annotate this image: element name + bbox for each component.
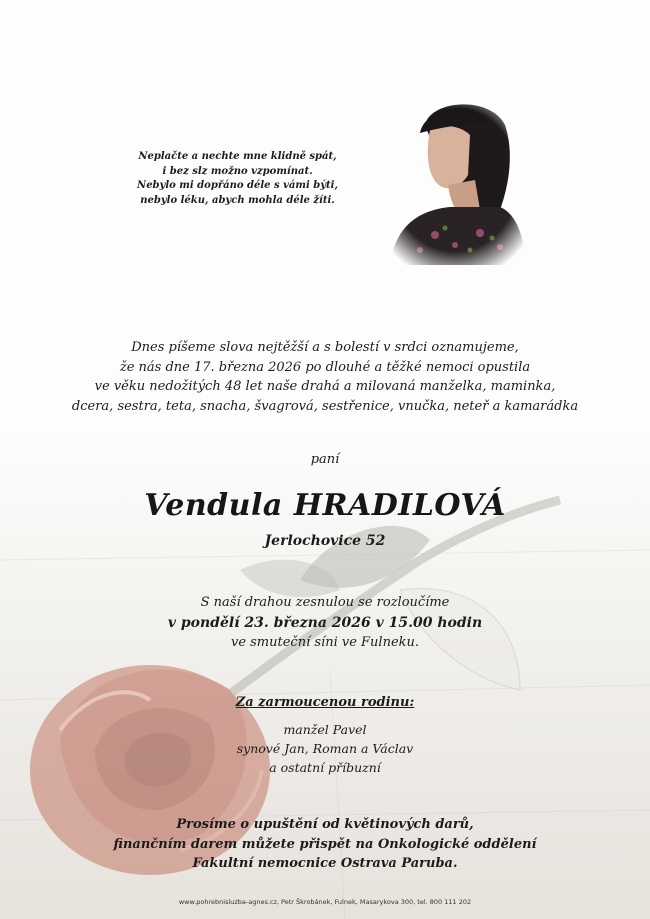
death-announcement bbox=[0, 338, 650, 416]
request-line: Prosíme o upuštění od květinových darů, bbox=[176, 817, 474, 832]
memorial-verse bbox=[120, 150, 355, 208]
verse-line: Nebylo mi dopřáno déle s vámi býti, bbox=[137, 180, 338, 191]
funeral-service-footer: www.pohrebnisluzba-agnes.cz, Petr Škrobánek, Fulnek, Masarykova 300, tel. 800 111 202 bbox=[178, 898, 472, 906]
deceased-portrait-photo bbox=[380, 95, 530, 265]
family-heading: Za zarmoucenou rodinu: bbox=[235, 695, 415, 710]
farewell-line: S naší drahou zesnulou se rozloučíme bbox=[200, 595, 450, 610]
family-member: a ostatní příbuzní bbox=[269, 760, 381, 775]
family-members bbox=[0, 720, 650, 777]
request-line: finančním darem můžete přispět na Onkologické oddělení bbox=[113, 836, 537, 852]
family-member: manžel Pavel bbox=[283, 722, 367, 737]
announcement-line: Dnes píšeme slova nejtěžší a s bolestí v srdci oznamujeme, bbox=[131, 340, 519, 355]
announcement-line: ve věku nedožitých 48 let naše drahá a milovaná manželka, maminka, bbox=[94, 379, 556, 394]
funeral-details bbox=[0, 593, 650, 653]
deceased-name: Vendula HRADILOVÁ bbox=[144, 488, 506, 523]
announcement-line: dcera, sestra, teta, snacha, švagrová, sestřenice, vnučka, neteř a kamarádka bbox=[71, 398, 579, 414]
title-word: paní bbox=[310, 452, 340, 467]
verse-line: Neplačte a nechte mne klidně spát, bbox=[138, 151, 337, 162]
announcement-line: že nás dne 17. března 2026 po dlouhé a těžké nemoci opustila bbox=[119, 359, 531, 375]
family-member: synové Jan, Roman a Václav bbox=[236, 741, 414, 756]
deceased-address: Jerlochovice 52 bbox=[264, 533, 386, 549]
verse-line: nebylo léku, abych mohla déle žíti. bbox=[140, 194, 335, 206]
donation-request bbox=[0, 815, 650, 874]
funeral-venue: ve smuteční síni ve Fulneku. bbox=[230, 635, 420, 650]
funeral-date-time: v pondělí 23. března 2026 v 15.00 hodin bbox=[167, 615, 483, 631]
verse-line: i bez slz možno vzpomínat. bbox=[162, 165, 313, 177]
request-line: Fakultní nemocnice Ostrava Paruba. bbox=[192, 856, 458, 871]
